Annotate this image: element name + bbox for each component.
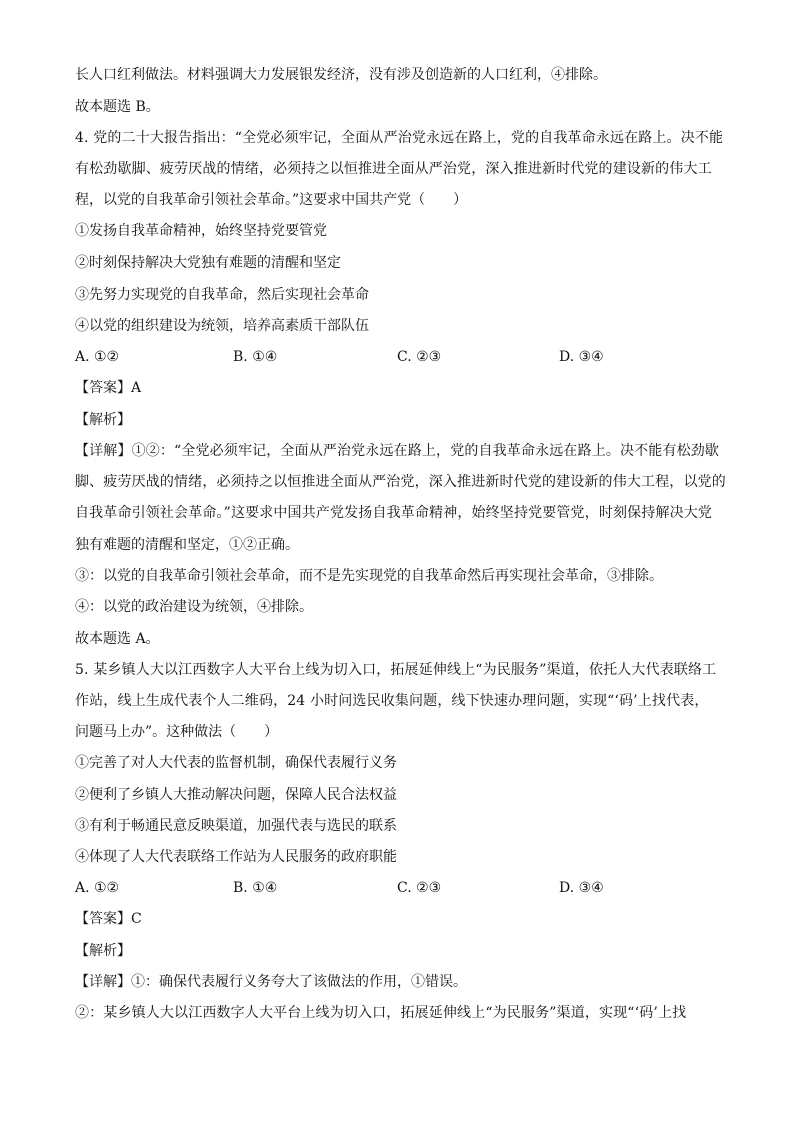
option-b: B. ①④ — [233, 880, 278, 896]
text-line: 故本题选 B。 — [75, 99, 160, 115]
option-c: C. ②③ — [397, 880, 442, 896]
option-c: C. ②③ — [397, 349, 442, 365]
explanation-line: 自我革命引领社会革命。”这要求中国共产党发扬自我革命精神，始终坚持党要管党，时刻保持解决大党 — [75, 505, 713, 521]
text-line: 长人口红利做法。材料强调大力发展银发经济，没有涉及创造新的人口红利，④排除。 — [75, 67, 607, 83]
option-a: A. ①② — [75, 880, 120, 896]
explanation-line: ②：某乡镇人大以江西数字人大平台上线为切入口，拓展延伸线上“为民服务”渠道，实现“‘码’上找 — [75, 1005, 687, 1021]
analysis-label: 【解析】 — [75, 943, 131, 959]
option-a: A. ①② — [75, 349, 120, 365]
statement: ④以党的组织建设为统领，培养高素质干部队伍 — [75, 318, 369, 334]
question-5-stem: 作站，线上生成代表个人二维码，24 小时问选民收集问题，线下快速办理问题，实现“‘码’上找代表， — [75, 693, 709, 709]
answer-label: 【答案】A — [75, 380, 142, 396]
question-4-stem: 4. 党的二十大报告指出：“全党必须牢记，全面从严治党永远在路上，党的自我革命永远在路上。决不能 — [75, 130, 724, 146]
question-4-stem: 有松劲歇脚、疲劳厌战的情绪，必须持之以恒推进全面从严治党，深入推进新时代党的建设新的伟大工 — [75, 161, 712, 177]
explanation-line: 脚、疲劳厌战的情绪，必须持之以恒推进全面从严治党，深入推进新时代党的建设新的伟大工程，以党的 — [75, 474, 726, 490]
option-d: D. ③④ — [559, 349, 604, 365]
statement: ②时刻保持解决大党独有难题的清醒和坚定 — [75, 255, 341, 271]
statement: ①完善了对人大代表的监督机制，确保代表履行义务 — [75, 755, 397, 771]
option-b: B. ①④ — [233, 349, 278, 365]
question-4-options — [75, 347, 725, 367]
question-4-stem: 程，以党的自我革命引领社会革命。”这要求中国共产党（ ） — [75, 192, 468, 208]
explanation-line: 独有难题的清醒和坚定，①②正确。 — [75, 537, 299, 553]
explanation-line: 【详解】①②：“全党必须牢记，全面从严治党永远在路上，党的自我革命永远在路上。决不能有松劲歇 — [75, 443, 720, 459]
conclusion-line: 故本题选 A。 — [75, 631, 160, 647]
explanation-line: ④：以党的政治建设为统领，④排除。 — [75, 599, 313, 615]
question-5-stem: 5. 某乡镇人大以江西数字人大平台上线为切入口，拓展延伸线上“为民服务”渠道，依托人大代表联络工 — [75, 662, 717, 678]
explanation-line: 【详解】①：确保代表履行义务夸大了该做法的作用，①错误。 — [75, 974, 467, 990]
answer-label: 【答案】C — [75, 911, 142, 927]
statement: ③有利于畅通民意反映渠道，加强代表与选民的联系 — [75, 818, 397, 834]
analysis-label: 【解析】 — [75, 412, 131, 428]
statement: ③先努力实现党的自我革命，然后实现社会革命 — [75, 287, 369, 303]
question-5-stem: 问题马上办”。这种做法（ ） — [75, 724, 279, 740]
statement: ④体现了人大代表联络工作站为人民服务的政府职能 — [75, 849, 397, 865]
statement: ②便利了乡镇人大推动解决问题，保障人民合法权益 — [75, 787, 397, 803]
option-d: D. ③④ — [559, 880, 604, 896]
question-5-options — [75, 878, 725, 898]
explanation-line: ③：以党的自我革命引领社会革命，而不是先实现党的自我革命然后再实现社会革命，③排除。 — [75, 568, 663, 584]
statement: ①发扬自我革命精神，始终坚持党要管党 — [75, 223, 327, 239]
